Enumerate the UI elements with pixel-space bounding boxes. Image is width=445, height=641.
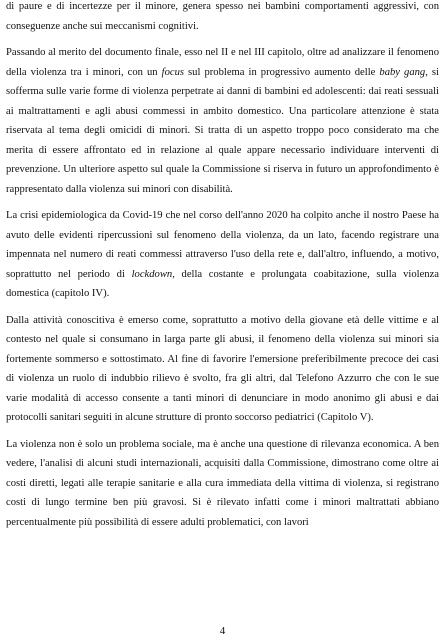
italic-term: focus bbox=[161, 66, 185, 78]
paragraph bbox=[6, 43, 439, 199]
paragraph bbox=[6, 435, 439, 533]
text-run: , si sofferma sulle varie forme di violenza perpetrate ai danni di bambini ed adolescenti: dai reati sessuali ai maltrattamenti e agli abusi commessi in ambito domestico. Una particolare attenzione è stata riservata al tema degli omicidi di minori. Si tratta di un aspetto troppo poco considerato ma che merita di essere affrontato ed in relazione al quale appare necessario individuare interventi di prevenzione. Un ulteriore aspetto sul quale la Commissione si riserva in futuro un approfondimento è rappresentato dalla violenza sui minori con disabilità. bbox=[6, 66, 439, 195]
text-run: Passando al merito del documento finale, esso nel II e nel III capitolo, oltre ad analizzare il fenomeno della violenza tra i minori, con un bbox=[6, 47, 439, 78]
document-body bbox=[6, 0, 439, 539]
italic-term: lockdown bbox=[131, 268, 173, 280]
text-run: di paure e di incertezze per il minore, genera spesso nei bambini comportamenti aggressivi, con conseguenze anche sui meccanismi cognitivi. bbox=[6, 1, 439, 32]
text-run: La crisi epidemiologica da Covid-19 che nel corso dell'anno 2020 ha colpito anche il nostro Paese ha avuto delle evidenti ripercussioni sul fenomeno della violenza, da un lato, facendo registrare una impennata nel numero di reati commessi attraverso l'uso della rete e, dall'altro, influendo, a motivo, soprattutto nel periodo di bbox=[6, 210, 439, 280]
paragraph bbox=[6, 0, 439, 36]
text-run: sul problema in progressivo aumento delle bbox=[184, 66, 380, 78]
text-run: Dalla attività conoscitiva è emerso come, soprattutto a motivo della giovane età delle vittime e al contesto nel quale si consumano in larga parte gli abusi, il fenomeno della violenza sui minori sia fortemente sommerso e sottostimato. Al fine di favorire l'emersione preferibilmente precoce dei casi di violenza un ruolo di indubbio rilievo è svolto, fra gli altri, dal Telefono Azzurro che con le sue varie modalità di accesso consente a tanti minori di denunciare in modo anonimo gli abusi e dai protocolli sanitari seguiti in alcune strutture di pronto soccorso pediatrici (Capitolo V). bbox=[6, 314, 439, 423]
text-run: , della costante e prolungata coabitazione, sulla violenza domestica (capitolo IV). bbox=[6, 268, 439, 299]
italic-term: baby gang bbox=[379, 66, 426, 78]
paragraph bbox=[6, 311, 439, 428]
text-run: La violenza non è solo un problema sociale, ma è anche una questione di rilevanza economica. A ben vedere, l'analisi di alcuni studi internazionali, acquisiti dalla Commissione, dimostrano come oltre ai costi diretti, legati alle terapie sanitarie e alla cura immediata della vittima di violenza, si registrano costi di lungo termine ben più gravosi. Si è rilevato infatti come i minori maltrattati abbiano percentualmente più possibilità di essere adulti problematici, con lavori bbox=[6, 438, 439, 528]
page-number: 4 bbox=[219, 625, 226, 637]
paragraph bbox=[6, 206, 439, 304]
